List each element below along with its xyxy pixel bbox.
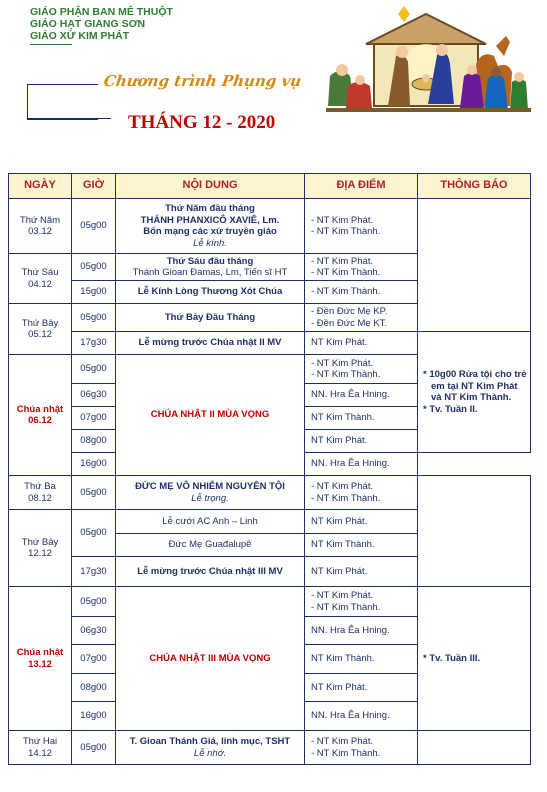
content-cell (116, 731, 305, 765)
time-cell: 06g30 (72, 384, 116, 407)
content-line: Thứ Sáu đầu tháng (166, 255, 254, 267)
content-line: Thứ Năm đầu tháng (165, 203, 255, 214)
place-line: - NT Kim Thành. (311, 226, 381, 237)
place-cell: NT Kim Phát. (305, 557, 418, 587)
notice-cell (418, 476, 531, 587)
content-line: Lễ Kính Lòng Thương Xót Chúa (137, 286, 283, 298)
place-line: - NT Kim Phát. (311, 736, 374, 747)
weekday: Thứ Năm (19, 214, 61, 226)
date: 14.12 (28, 747, 52, 759)
notice-item: * Tv. Tuần II. (423, 403, 478, 415)
place-cell (305, 731, 418, 765)
place-cell: NT Kim Thành. (305, 645, 418, 674)
notice-item: * 10g00 Rửa tội cho trẻ em tại NT Kim Phát và NT Kim Thành. (423, 369, 527, 403)
date: 12.12 (28, 548, 52, 559)
content-cell (116, 199, 305, 254)
content-cell (116, 281, 305, 304)
place-cell (305, 355, 418, 384)
place-line: - NT Kim Phát. (311, 214, 374, 226)
place-line: - NT Kim Phát. (311, 255, 374, 267)
date: 13.12 (28, 658, 52, 670)
content-line: Lễ nhớ. (193, 747, 227, 759)
time-cell: 06g30 (72, 617, 116, 645)
liturgy-program-title: Chương trình Phụng vụ (102, 72, 303, 90)
date: 08.12 (28, 492, 52, 504)
column-header-day: NGÀY (9, 174, 72, 199)
day-cell (9, 199, 72, 254)
notice-cell (418, 199, 531, 332)
place-line: - NT Kim Phát. (311, 481, 374, 492)
content-line: Lễ mừng trước Chúa nhật II MV (138, 337, 282, 349)
time-cell: 17g30 (72, 557, 116, 587)
time-cell: 15g00 (72, 281, 116, 304)
table-header-row (9, 174, 531, 199)
place-cell (305, 476, 418, 510)
date: 03.12 (28, 226, 52, 237)
time-cell: 16g00 (72, 453, 116, 476)
content-line: T. Gioan Thánh Giá, linh mục, TSHT (129, 736, 291, 747)
place-cell: NT Kim Phát. (305, 510, 418, 534)
content-line: CHÚA NHẬT III MÙA VỌNG (149, 652, 271, 664)
day-cell (9, 510, 72, 587)
liturgy-schedule-table (8, 173, 531, 765)
time-cell: 05g00 (72, 254, 116, 281)
weekday: Thứ Hai (22, 736, 58, 747)
place-line: - NT Kim Thành. (311, 267, 381, 278)
day-cell (9, 254, 72, 304)
column-header-notice: THÔNG BÁO (418, 174, 531, 199)
content-cell (116, 355, 305, 476)
time-cell: 08g00 (72, 430, 116, 453)
day-cell (9, 587, 72, 731)
nativity-scene-illustration (326, 6, 531, 126)
place-cell: NT Kim Thành. (305, 407, 418, 430)
place-line: - NT Kim Thành. (311, 601, 381, 613)
weekday: Chúa nhật (16, 647, 64, 658)
time-cell: 05g00 (72, 304, 116, 332)
deanery-name: GIÁO HẠT GIANG SƠN (30, 18, 146, 30)
title-frame-line (27, 118, 111, 119)
weekday: Chúa nhật (16, 403, 64, 415)
place-cell (305, 304, 418, 332)
time-cell: 07g00 (72, 407, 116, 430)
date: 04.12 (28, 278, 52, 290)
content-cell (116, 587, 305, 731)
place-line: - NT Kim Thành. (311, 747, 381, 759)
parish-header (30, 6, 173, 42)
header-underline (30, 44, 72, 45)
notice-cell (418, 587, 531, 731)
time-cell: 05g00 (72, 355, 116, 384)
day-cell (9, 731, 72, 765)
content-cell (116, 332, 305, 355)
content-line: ĐỨC MẸ VÔ NHIỄM NGUYÊN TỘI (135, 481, 285, 492)
table-row (9, 476, 531, 510)
column-header-content: NỘI DUNG (116, 174, 305, 199)
place-cell: NT Kim Thành. (305, 534, 418, 557)
time-cell: 05g00 (72, 510, 116, 557)
time-cell: 05g00 (72, 476, 116, 510)
content-cell: Đức Mẹ Guađalupê (116, 534, 305, 557)
place-cell: NT Kim Phát. (305, 332, 418, 355)
content-cell (116, 557, 305, 587)
content-cell (116, 304, 305, 332)
weekday: Thứ Ba (24, 481, 56, 492)
content-line: Lễ trọng. (191, 492, 229, 504)
place-cell: NT Kim Phát. (305, 430, 418, 453)
time-cell: 05g00 (72, 199, 116, 254)
content-cell: Lễ cưới AC Anh – Linh (116, 510, 305, 534)
date: 06.12 (28, 415, 52, 426)
day-cell (9, 476, 72, 510)
parish-name: GIÁO XỨ KIM PHÁT (30, 30, 130, 42)
time-cell: 05g00 (72, 587, 116, 617)
notice-item: * Tv. Tuần III. (423, 652, 481, 664)
place-cell (305, 199, 418, 254)
table-row (9, 587, 531, 617)
place-line: - NT Kim Phát. (311, 590, 374, 601)
content-line: CHÚA NHẬT II MÙA VỌNG (150, 409, 270, 421)
place-line: - NT Kim Phát. (311, 357, 374, 369)
month-title: THÁNG 12 - 2020 (128, 112, 276, 133)
content-cell (116, 254, 305, 281)
content-line: Lễ mừng trước Chúa nhật III MV (137, 565, 283, 577)
time-cell: 16g00 (72, 702, 116, 731)
time-cell: 08g00 (72, 674, 116, 702)
weekday: Thứ Sáu (21, 267, 59, 278)
content-line: Thánh Gioan Đamas, Lm, Tiến sĩ HT (132, 267, 288, 278)
table-row (9, 199, 531, 254)
weekday: Thứ Bảy (21, 317, 59, 329)
diocese-name: GIÁO PHẬN BAN MÊ THUỘT (30, 6, 173, 18)
day-cell (9, 304, 72, 355)
table-row (9, 332, 531, 355)
place-cell: NN. Hra Êa Hning. (305, 617, 418, 645)
place-line: - NT Kim Thành. (311, 492, 381, 504)
column-header-place: ĐỊA ĐIỂM (305, 174, 418, 199)
place-cell (305, 587, 418, 617)
place-line: - NT Kim Thành. (311, 369, 381, 380)
column-header-time: GIỜ (72, 174, 116, 199)
content-line: Thứ Bảy Đầu Tháng (164, 311, 256, 323)
content-line: Bổn mạng các xứ truyền giáo (143, 226, 277, 237)
time-cell: 07g00 (72, 645, 116, 674)
place-cell: NT Kim Phát. (305, 674, 418, 702)
title-frame (27, 84, 98, 120)
table-row (9, 731, 531, 765)
place-line: - Đền Đức Mẹ KT. (311, 317, 388, 329)
place-cell: - NT Kim Thành. (305, 281, 418, 304)
place-line: - Đền Đức Mẹ KP. (311, 306, 388, 317)
place-cell: NN. Hra Êa Hning. (305, 453, 418, 476)
time-cell: 05g00 (72, 731, 116, 765)
content-line: THÁNH PHANXICÔ XAVIÊ, Lm. (140, 214, 280, 226)
notice-cell (418, 731, 531, 765)
place-cell: NN. Hra Êa Hning. (305, 384, 418, 407)
content-cell (116, 476, 305, 510)
content-line: Lễ kính. (193, 237, 227, 249)
day-cell (9, 355, 72, 476)
date: 05.12 (28, 329, 52, 340)
time-cell: 17g30 (72, 332, 116, 355)
place-cell (305, 254, 418, 281)
place-cell: NN. Hra Êa Hning. (305, 702, 418, 731)
weekday: Thứ Bảy (21, 536, 59, 548)
notice-cell (418, 332, 531, 453)
